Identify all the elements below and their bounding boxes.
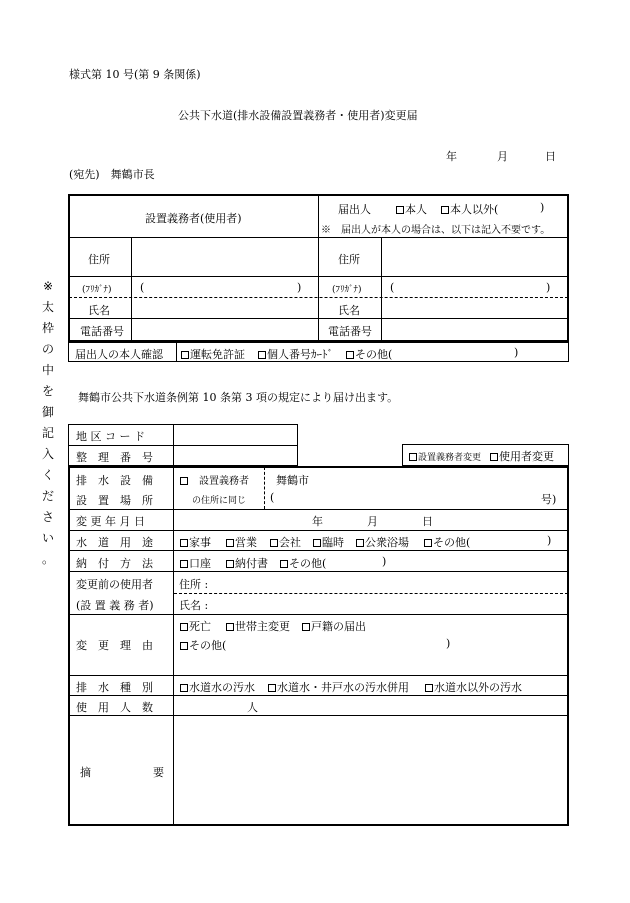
users-count-label: 使 用 人 数 [76, 701, 153, 714]
filer-note: ※ 届出人が本人の場合は、以下は記入不要です。 [321, 225, 551, 236]
drain-mixed-checkbox[interactable] [268, 684, 276, 692]
filer-other-checkbox[interactable] [441, 206, 449, 214]
owner-name-label: 氏名 [88, 304, 110, 317]
pay-account-checkbox[interactable] [180, 560, 188, 568]
owner-phone-label: 電話番号 [80, 325, 124, 338]
same-as-owner-checkbox[interactable] [180, 477, 188, 485]
filer-self-option[interactable]: 本人 [396, 201, 427, 217]
city-name: 舞鶴市 [276, 474, 309, 487]
use-household-checkbox[interactable] [180, 539, 188, 547]
use-household-option[interactable]: 家事 [180, 534, 211, 550]
use-temporary-option[interactable]: 臨時 [313, 534, 344, 550]
location-label-2: 設 置 場 所 [76, 494, 153, 507]
remarks-label-1: 摘 [80, 766, 91, 779]
filer-furigana-label: (ﾌﾘｶﾞﾅ) [332, 285, 362, 295]
statement: 舞鶴市公共下水道条例第 10 条第 3 項の規定により届け出ます。 [78, 391, 399, 404]
drain-other-checkbox[interactable] [425, 684, 433, 692]
reason-head-change-option[interactable]: 世帯主変更 [226, 618, 290, 634]
pay-slip-checkbox[interactable] [226, 560, 234, 568]
form-title: 公共下水道(排水設備設置義務者・使用者)変更届 [178, 109, 418, 122]
addressee: (宛先) 舞鶴市長 [69, 168, 155, 181]
reason-registry-checkbox[interactable] [302, 623, 310, 631]
identity-mynumber-option[interactable]: 個人番号ｶｰﾄﾞ [258, 346, 333, 362]
owner-furigana-label: (ﾌﾘｶﾞﾅ) [82, 285, 112, 295]
use-bathhouse-option[interactable]: 公衆浴場 [356, 534, 409, 550]
filer-label: 届出人 [338, 203, 371, 216]
pay-other-checkbox[interactable] [280, 560, 288, 568]
reason-other-checkbox[interactable] [180, 642, 188, 650]
reason-death-checkbox[interactable] [180, 623, 188, 631]
drain-other-option[interactable]: 水道水以外の汚水 [425, 679, 522, 695]
date-year: 年 [446, 150, 457, 163]
location-label-1: 排 水 設 備 [76, 474, 153, 487]
owner-address-label: 住所 [88, 253, 110, 266]
date-day: 日 [545, 150, 556, 163]
use-temporary-checkbox[interactable] [313, 539, 321, 547]
use-company-checkbox[interactable] [270, 539, 278, 547]
prev-user-label-2: (設 置 義 務 者) [76, 599, 154, 612]
filer-phone-label: 電話番号 [328, 325, 372, 338]
remarks-label-2: 要 [153, 766, 164, 779]
area-code-label: 地 区 コ ー ド [76, 430, 145, 443]
use-business-option[interactable]: 営業 [226, 534, 257, 550]
drain-mixed-option[interactable]: 水道水・井戸水の汚水併用 [268, 679, 409, 695]
identity-other-option[interactable]: その他( [346, 346, 392, 362]
change-user-checkbox[interactable] [490, 453, 498, 461]
users-unit: 人 [247, 701, 258, 714]
filer-address-label: 住所 [338, 253, 360, 266]
filer-name-label: 氏名 [338, 304, 360, 317]
license-checkbox[interactable] [181, 351, 189, 359]
prev-user-name-label: 氏名 : [179, 599, 209, 612]
form-number: 様式第 10 号(第 9 条関係) [69, 68, 201, 81]
water-use-label: 水 道 用 途 [76, 536, 153, 549]
pay-account-option[interactable]: 口座 [180, 555, 211, 571]
identity-license-option[interactable]: 運転免許証 [181, 346, 245, 362]
filer-self-checkbox[interactable] [396, 206, 404, 214]
use-other-option[interactable]: その他( [424, 534, 470, 550]
reason-head-change-checkbox[interactable] [226, 623, 234, 631]
drain-tap-checkbox[interactable] [180, 684, 188, 692]
vertical-note: ※ 太 枠 の 中 を 御 記 入 く だ さ い 。 [41, 279, 54, 566]
owner-header: 設置義務者(使用者) [145, 212, 242, 225]
drain-type-label: 排 水 種 別 [76, 681, 153, 694]
change-user-option[interactable]: 使用者変更 [490, 448, 554, 464]
payment-label: 納 付 方 法 [76, 557, 153, 570]
identity-label: 届出人の本人確認 [75, 348, 163, 361]
reason-registry-option[interactable]: 戸籍の届出 [302, 618, 366, 634]
use-other-checkbox[interactable] [424, 539, 432, 547]
drain-tap-option[interactable]: 水道水の汚水 [180, 679, 255, 695]
date-month: 月 [497, 150, 508, 163]
use-company-option[interactable]: 会社 [270, 534, 301, 550]
reason-label: 変 更 理 由 [76, 639, 153, 652]
reg-number-label: 整 理 番 号 [76, 451, 153, 464]
identity-other-checkbox[interactable] [346, 351, 354, 359]
change-owner-checkbox[interactable] [409, 453, 417, 461]
use-business-checkbox[interactable] [226, 539, 234, 547]
same-as-owner-option[interactable]: 設置義務者 [180, 472, 249, 487]
prev-user-label-1: 変更前の使用者 [76, 578, 153, 591]
reason-death-option[interactable]: 死亡 [180, 618, 211, 634]
change-owner-option[interactable]: 設置義務者変更 [409, 450, 481, 463]
prev-user-address-label: 住所 : [179, 578, 209, 591]
use-bathhouse-checkbox[interactable] [356, 539, 364, 547]
pay-slip-option[interactable]: 納付書 [226, 555, 268, 571]
change-date-label: 変 更 年 月 日 [76, 515, 145, 528]
filer-other-option[interactable]: 本人以外( [441, 201, 498, 217]
pay-other-option[interactable]: その他( [280, 555, 326, 571]
reason-other-option[interactable]: その他( [180, 637, 226, 653]
mynumber-checkbox[interactable] [258, 351, 266, 359]
